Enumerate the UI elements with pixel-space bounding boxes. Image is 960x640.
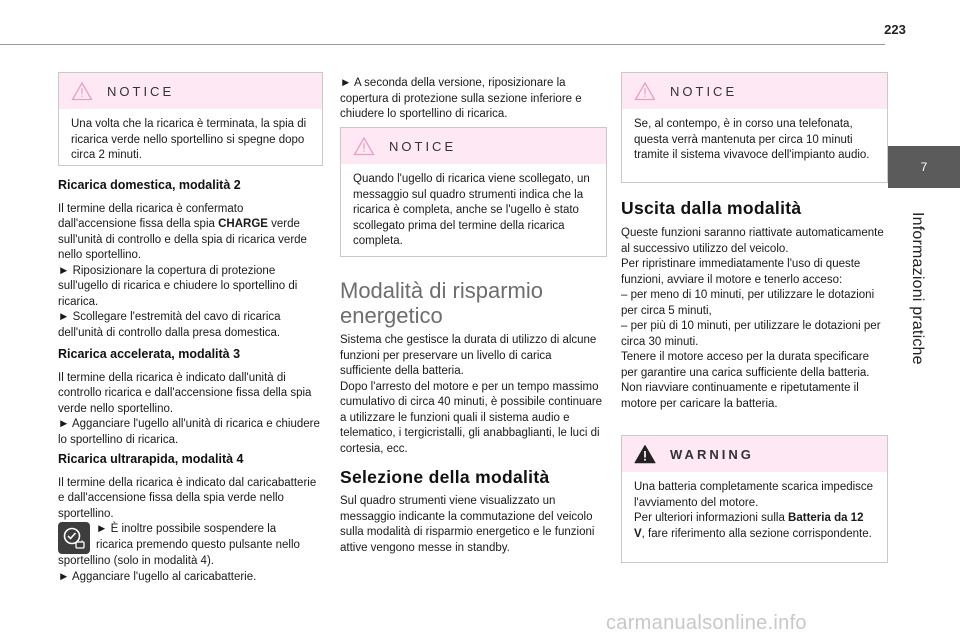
warning-title: WARNING [670,446,754,462]
notice-box-charge-light [58,72,323,166]
header-divider [0,44,885,45]
exit-paragraph-1: Queste funzioni saranno riattivate automaticamente al successivo utilizzo del veicolo. [621,227,884,255]
ultrafast-paragraph: Il termine della ricarica è indicato dal caricabatterie e dall'accensione fissa della spia verde nello sportellino. [58,476,317,520]
accelerated-step-1: ► Agganciare l'ugello all'unità di ricarica e chiudere lo sportellino di ricarica. [58,418,320,446]
notice-text: Se, al contempo, è in corso una telefonata, questa verrà mantenuta per circa 10 minuti tramite il sistema vivavoce dell'impianto audio. [634,118,870,161]
caution-triangle-icon [353,136,375,156]
warning-paragraph-1: Una batteria completamente scarica impedisce l'avviamento del motore. [634,481,874,509]
ultrafast-note-line-3: sportellino (solo in modalità 4). [58,555,214,567]
exit-paragraph-4: Non riavviare continuamente e ripetutamente il motore per caricare la batteria. [621,382,859,410]
warning-box-battery [621,435,888,563]
exit-option-1: – per meno di 10 minuti, per utilizzare le dotazioni per circa 5 minuti, [621,289,875,317]
section-domestic-charging [58,178,323,341]
battery-label: Batteria da 12 V [634,512,864,540]
warning-text-a: Per ulteriori informazioni sulla [634,512,789,524]
domestic-text-b: verde sull'unità di controllo e della spia di ricarica verde nello sportellino. [58,218,307,261]
heading-exit-mode: Uscita dalla modalità [621,198,802,218]
ultrafast-note-line-1: ► È inoltre possibile sospendere la [96,523,277,535]
chapter-title: Informazioni pratiche [909,212,926,365]
accelerated-paragraph: Il termine della ricarica è indicato dall'unità di controllo ricarica e dall'accensione fissa della spia verde nello sportellino. [58,371,312,415]
domestic-paragraph [58,202,323,264]
notice-title: NOTICE [670,83,738,99]
notice-header [341,128,606,164]
domestic-text-a: Il termine della ricarica è confermato dall'accensione fissa della spia [58,202,244,230]
caution-triangle-icon [634,81,656,101]
notice-header [59,73,322,109]
ultrafast-step-1: ► Agganciare l'ugello al caricabatterie. [58,570,257,583]
domestic-step-2: ► Scollegare l'estremità del cavo di ricarica dell'unità di controllo dalla presa domestica. [58,311,281,339]
notice-box-unplug [340,127,607,257]
notice-box-phone-call [621,72,888,183]
exit-paragraph-3: Tenere il motore acceso per la durata specificare per garantire una carica sufficiente della batteria. [621,351,870,379]
heading-energy-saving-line-2: energetico [340,303,443,328]
section-exit-mode [621,226,886,412]
watermark: carmanualsonline.info [606,612,807,634]
intro-step-cover: ► A seconda della versione, riposizionare la copertura di protezione sulla sezione inferiore e chiudere lo sportellino di ricarica. [340,77,582,120]
caution-triangle-icon [71,81,93,101]
notice-text: Quando l'ugello di ricarica viene scollegato, un messaggio sul quadro strumenti indica che la ricarica è completa, anche se l'ugello è stato scollegato prima del termine della ricarica completa. [353,173,590,247]
charge-stop-icon [58,522,90,554]
warning-triangle-icon [634,444,656,464]
exit-paragraph-2: Per ripristinare immediatamente l'uso di queste funzioni, avviare il motore e tenerlo acceso: [621,258,861,286]
section-ultrafast-charging [58,452,323,585]
notice-text: Una volta che la ricarica è terminata, la spia di ricarica verde nello sportellino si spegne dopo circa 2 minuti. [71,118,307,161]
page-number: 223 [884,22,906,37]
energy-saving-paragraph-1: Sistema che gestisce la durata di utilizzo di alcune funzioni per preservare un livello di carica sufficiente della batteria. [340,334,597,377]
warning-header [622,436,887,472]
section-energy-saving [340,333,605,457]
heading-domestic-charging: Ricarica domestica, modalità 2 [58,178,241,192]
mode-selection-paragraph: Sul quadro strumenti viene visualizzato un messaggio indicante la commutazione del veicolo sulla modalità di risparmio energetico e le funzioni attive vengono messe in standby. [340,495,595,554]
section-accelerated-charging [58,347,323,448]
warning-text [622,472,887,552]
warning-text-b: , fare riferimento alla sezione corrispondente. [641,527,872,540]
heading-ultrafast-charging: Ricarica ultrarapida, modalità 4 [58,452,244,466]
ultrafast-button-note [58,522,323,554]
energy-saving-paragraph-2: Dopo l'arresto del motore e per un tempo massimo cumulativo di circa 40 minuti, è possibile continuare a utilizzare le funzioni quali il sistema audio e telematico, i tergicristalli, gli anabbaglianti, le luci di cortesia, ecc. [340,380,603,455]
chapter-tab-number: 7 [920,160,928,174]
notice-title: NOTICE [389,138,457,154]
heading-energy-saving-line-1: Modalità di risparmio [340,278,543,303]
heading-mode-selection: Selezione della modalità [340,467,550,487]
heading-energy-saving-mode [340,278,605,328]
exit-option-2: – per più di 10 minuti, per utilizzare le dotazioni per circa 30 minuti. [621,320,881,348]
notice-title: NOTICE [107,83,175,99]
ultrafast-note-line-2: ricarica premendo questo pulsante nello [96,538,300,551]
warning-paragraph-2 [634,511,875,542]
charge-label: CHARGE [218,218,268,230]
heading-accelerated-charging: Ricarica accelerata, modalità 3 [58,347,241,361]
notice-header [622,73,887,109]
domestic-step-1: ► Riposizionare la copertura di protezione sull'ugello di ricarica e chiudere lo sportellino di ricarica. [58,264,298,308]
chapter-tab[interactable] [888,146,960,188]
